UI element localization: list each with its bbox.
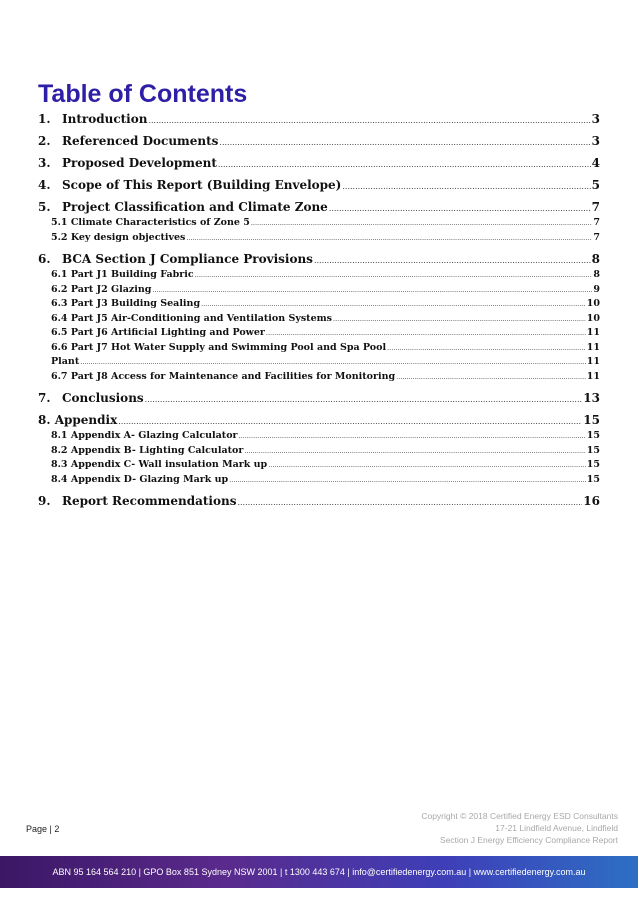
- page-title: Table of Contents: [38, 80, 248, 108]
- toc-dot-leader: [229, 474, 586, 488]
- toc-subentry[interactable]: [38, 341, 600, 356]
- toc-entry-number: 7.: [38, 391, 51, 405]
- toc-page-number: 3: [591, 134, 600, 148]
- toc-dot-leader: [251, 217, 593, 231]
- toc-subentry[interactable]: [38, 458, 600, 473]
- toc-dot-leader: [244, 445, 585, 459]
- toc-dot-leader: [201, 298, 586, 312]
- toc-dot-leader: [218, 157, 591, 172]
- report-name-line: Section J Energy Efficiency Compliance Report: [440, 835, 618, 845]
- toc-page-number: 8: [591, 252, 600, 266]
- toc-subentry[interactable]: [38, 429, 600, 444]
- address-line: 17-21 Lindfield Avenue, Lindfield: [495, 823, 618, 833]
- toc-entry-label: Scope of This Report (Building Envelope): [62, 178, 342, 192]
- toc-entry[interactable]: [38, 178, 600, 194]
- toc-page-number: 8: [593, 269, 600, 280]
- toc-entry-label: 6.7 Part J8 Access for Maintenance and Facilities for Monitoring: [51, 370, 396, 382]
- toc-subentry[interactable]: [38, 231, 600, 246]
- copyright-line: Copyright © 2018 Certified Energy ESD Consultants: [421, 811, 618, 821]
- toc-page-number: 7: [591, 200, 600, 214]
- toc-subentry[interactable]: [38, 312, 600, 327]
- toc-entry[interactable]: [38, 200, 600, 216]
- toc-page-number: 3: [591, 112, 600, 126]
- toc-page-number: 5: [591, 178, 600, 192]
- toc-dot-leader: [152, 284, 592, 298]
- toc-dot-leader: [333, 313, 586, 327]
- toc-entry-label: 6.4 Part J5 Air-Conditioning and Ventilation Systems: [51, 312, 333, 324]
- toc-entry-label: Project Classification and Climate Zone: [62, 200, 328, 214]
- toc-page-number: 15: [586, 459, 600, 470]
- footer-contact-text: ABN 95 164 564 210 | GPO Box 851 Sydney NSW 2001 | t 1300 443 674 | info@certifiedenergy.com.au | www.certifiedenergy.com.au: [52, 867, 586, 877]
- toc-entry-label: Introduction: [62, 112, 148, 126]
- toc-entry-label: 5.2 Key design objectives: [51, 231, 186, 243]
- toc-dot-leader: [396, 371, 586, 385]
- toc-entry-number: 2.: [38, 134, 51, 148]
- toc-dot-leader: [219, 135, 590, 150]
- toc-entry-label: Report Recommendations: [62, 494, 237, 508]
- toc-entry-label: Referenced Documents: [62, 134, 219, 148]
- toc-page-number: 9: [593, 283, 600, 295]
- toc-page-number: 11: [586, 327, 600, 338]
- toc-page-number: 10: [586, 298, 600, 309]
- toc-page-number: 4: [591, 156, 600, 170]
- toc-entry-label: 8. Appendix: [38, 413, 118, 427]
- toc-page-number: 15: [583, 413, 600, 427]
- toc-subentry[interactable]: [38, 473, 600, 488]
- toc-entry-number: 6.: [38, 252, 51, 266]
- toc-entry-number: 9.: [38, 494, 51, 508]
- toc-subentry[interactable]: [38, 283, 600, 298]
- toc-entry-label: 8.2 Appendix B- Lighting Calculator: [51, 444, 244, 456]
- toc-entry-label: Proposed Development: [62, 156, 217, 170]
- toc-dot-leader: [237, 495, 582, 510]
- toc-entry[interactable]: [38, 413, 600, 429]
- toc-entry-label: Conclusions: [62, 391, 144, 405]
- toc-entry[interactable]: [38, 156, 600, 172]
- toc-dot-leader: [145, 392, 583, 407]
- toc-subentry[interactable]: [38, 370, 600, 385]
- toc-entry-label: 6.2 Part J2 Glazing: [51, 283, 152, 295]
- toc-entry-number: 5.: [38, 200, 51, 214]
- toc-entry-label: 8.4 Appendix D- Glazing Mark up: [51, 473, 229, 485]
- toc-entry-label: 8.1 Appendix A- Glazing Calculator: [51, 430, 238, 441]
- toc-dot-leader: [268, 459, 586, 473]
- toc-subentry[interactable]: [38, 297, 600, 312]
- toc-page-number: 11: [586, 356, 600, 367]
- toc-dot-leader: [266, 327, 586, 341]
- toc-entry[interactable]: [38, 391, 600, 407]
- toc-page-number: 7: [593, 231, 600, 243]
- toc-entry[interactable]: [38, 112, 600, 128]
- toc-page-number: 15: [586, 430, 600, 441]
- toc-page-number: 13: [583, 391, 600, 405]
- copyright-block: [421, 810, 618, 846]
- toc-entry-number: 4.: [38, 178, 51, 192]
- toc-entry-label: 8.3 Appendix C- Wall insulation Mark up: [51, 459, 268, 470]
- footer-contact-bar: [0, 856, 638, 888]
- toc-entry-label: 5.1 Climate Characteristics of Zone 5: [51, 217, 250, 228]
- toc-subentry[interactable]: [38, 444, 600, 459]
- toc-dot-leader: [118, 414, 582, 429]
- toc-page-number: 15: [586, 444, 600, 456]
- toc-dot-leader: [148, 113, 590, 128]
- table-of-contents: [38, 112, 600, 510]
- toc-entry-label: 6.1 Part J1 Building Fabric: [51, 269, 194, 280]
- toc-subentry[interactable]: [38, 216, 600, 231]
- toc-dot-leader: [186, 232, 592, 246]
- toc-entry[interactable]: [38, 252, 600, 268]
- toc-entry[interactable]: [38, 134, 600, 150]
- toc-page-number: 16: [583, 494, 600, 508]
- toc-entry-label: BCA Section J Compliance Provisions: [62, 252, 313, 266]
- toc-subentry[interactable]: [38, 355, 600, 370]
- toc-entry-label: 6.6 Part J7 Hot Water Supply and Swimming Pool and Spa Pool: [51, 341, 387, 353]
- toc-entry-label: 6.3 Part J3 Building Sealing: [51, 298, 201, 309]
- toc-dot-leader: [195, 269, 593, 283]
- toc-dot-leader: [329, 201, 591, 216]
- toc-entry-number: 3.: [38, 156, 51, 170]
- toc-page-number: 7: [593, 217, 600, 228]
- page-number: Page | 2: [26, 824, 60, 834]
- toc-page-number: 11: [586, 370, 600, 382]
- toc-dot-leader: [387, 342, 586, 356]
- toc-entry-label: 6.5 Part J6 Artificial Lighting and Power: [51, 327, 265, 338]
- toc-entry-number: 1.: [38, 112, 51, 126]
- toc-subentry[interactable]: [38, 268, 600, 283]
- toc-page-number: 11: [586, 341, 600, 353]
- toc-dot-leader: [342, 179, 590, 194]
- toc-dot-leader: [239, 430, 586, 444]
- toc-subentry[interactable]: [38, 326, 600, 341]
- toc-entry[interactable]: [38, 494, 600, 510]
- toc-page-number: 10: [586, 312, 600, 324]
- toc-dot-leader: [80, 356, 586, 370]
- toc-page-number: 15: [586, 473, 600, 485]
- toc-dot-leader: [314, 253, 591, 268]
- toc-entry-label: Plant: [51, 356, 80, 367]
